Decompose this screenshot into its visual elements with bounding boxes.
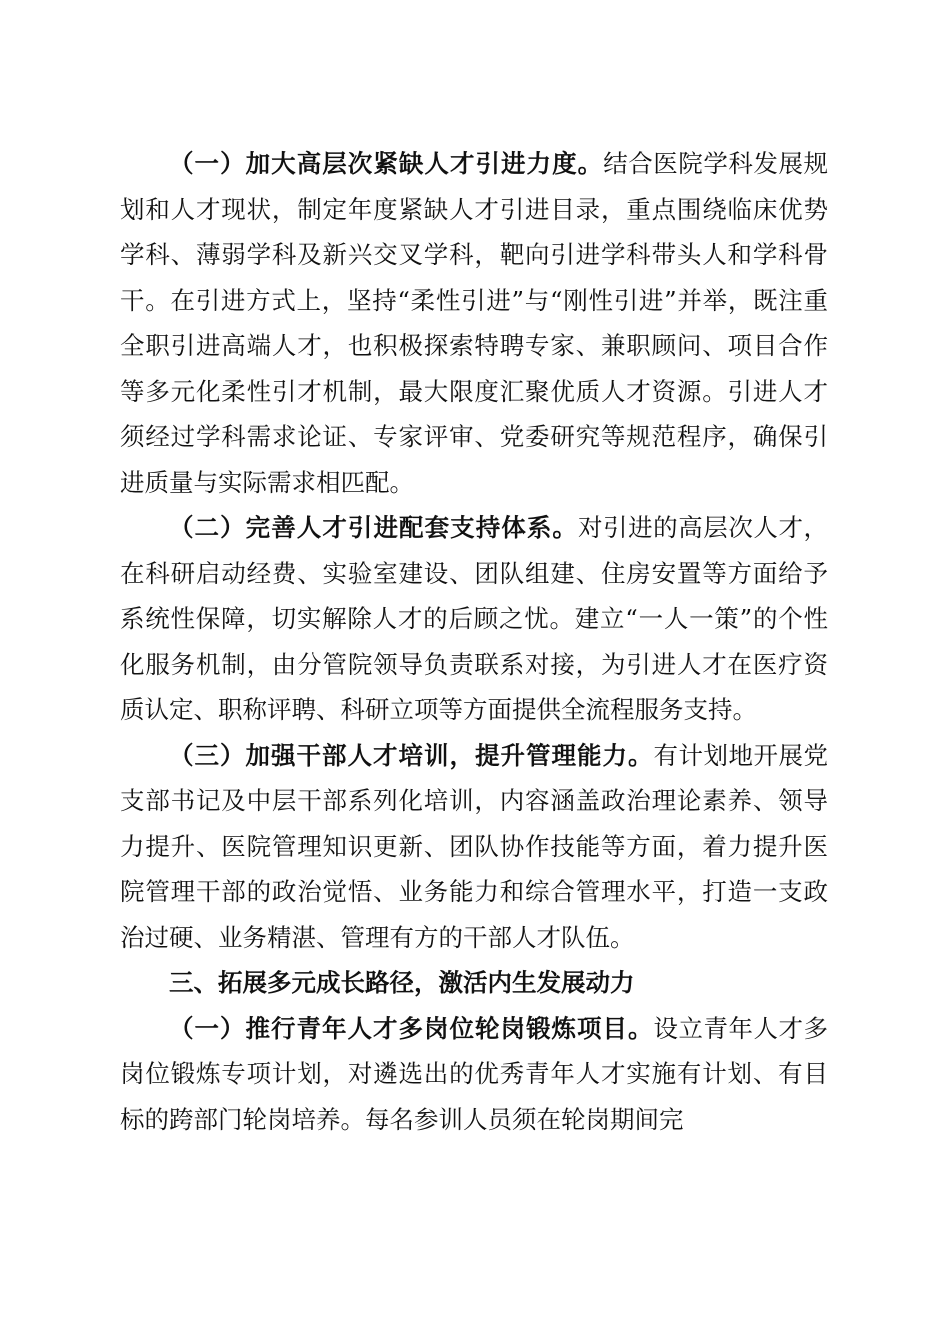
section-heading: 三、拓展多元成长路径，激活内生发展动力: [169, 968, 635, 997]
paragraph-lead: （一）加大高层次紧缺人才引进力度。: [169, 149, 604, 178]
paragraph-cadre-training: [120, 733, 828, 961]
paragraph-rotation-program: [120, 1006, 828, 1143]
paragraph-talent-introduction: [120, 141, 828, 505]
document-page: [120, 141, 828, 1142]
paragraph-lead: （二）完善人才引进配套支持体系。: [169, 513, 578, 542]
paragraph-support-system: [120, 505, 828, 733]
paragraph-lead: （一）推行青年人才多岗位轮岗锻炼项目。: [169, 1013, 654, 1043]
paragraph-body: 对引进的高层次人才，在科研启动经费、实验室建设、团队组建、住房安置等方面给予系统性保障，切实解除人才的后顾之忧。建立“一人一策”的个性化服务机制，由分管院领导负责联系对接，为引进人才在医疗资质认定、职称评聘、科研立项等方面提供全流程服务支持。: [120, 513, 829, 724]
paragraph-body: 有计划地开展党支部书记及中层干部系列化培训，内容涵盖政治理论素养、领导力提升、医院管理知识更新、团队协作技能等方面，着力提升医院管理干部的政治觉悟、业务能力和综合管理水平，打造一支政治过硬、业务精湛、管理有方的干部人才队伍。: [120, 740, 828, 952]
paragraph-body: 结合医院学科发展规划和人才现状，制定年度紧缺人才引进目录，重点围绕临床优势学科、薄弱学科及新兴交叉学科，靶向引进学科带头人和学科骨干。在引进方式上，坚持“柔性引进”与“刚性引进”并举，既注重全职引进高端人才，也积极探索特聘专家、兼职顾问、项目合作等多元化柔性引才机制，最大限度汇聚优质人才资源。引进人才须经过学科需求论证、专家评审、党委研究等规范程序，确保引进质量与实际需求相匹配。: [120, 149, 829, 497]
paragraph-body: 设立青年人才多岗位锻炼专项计划，对遴选出的优秀青年人才实施有计划、有目标的跨部门轮岗培养。每名参训人员须在轮岗期间完: [120, 1013, 828, 1134]
paragraph-lead: （三）加强干部人才培训，提升管理能力。: [169, 740, 654, 770]
